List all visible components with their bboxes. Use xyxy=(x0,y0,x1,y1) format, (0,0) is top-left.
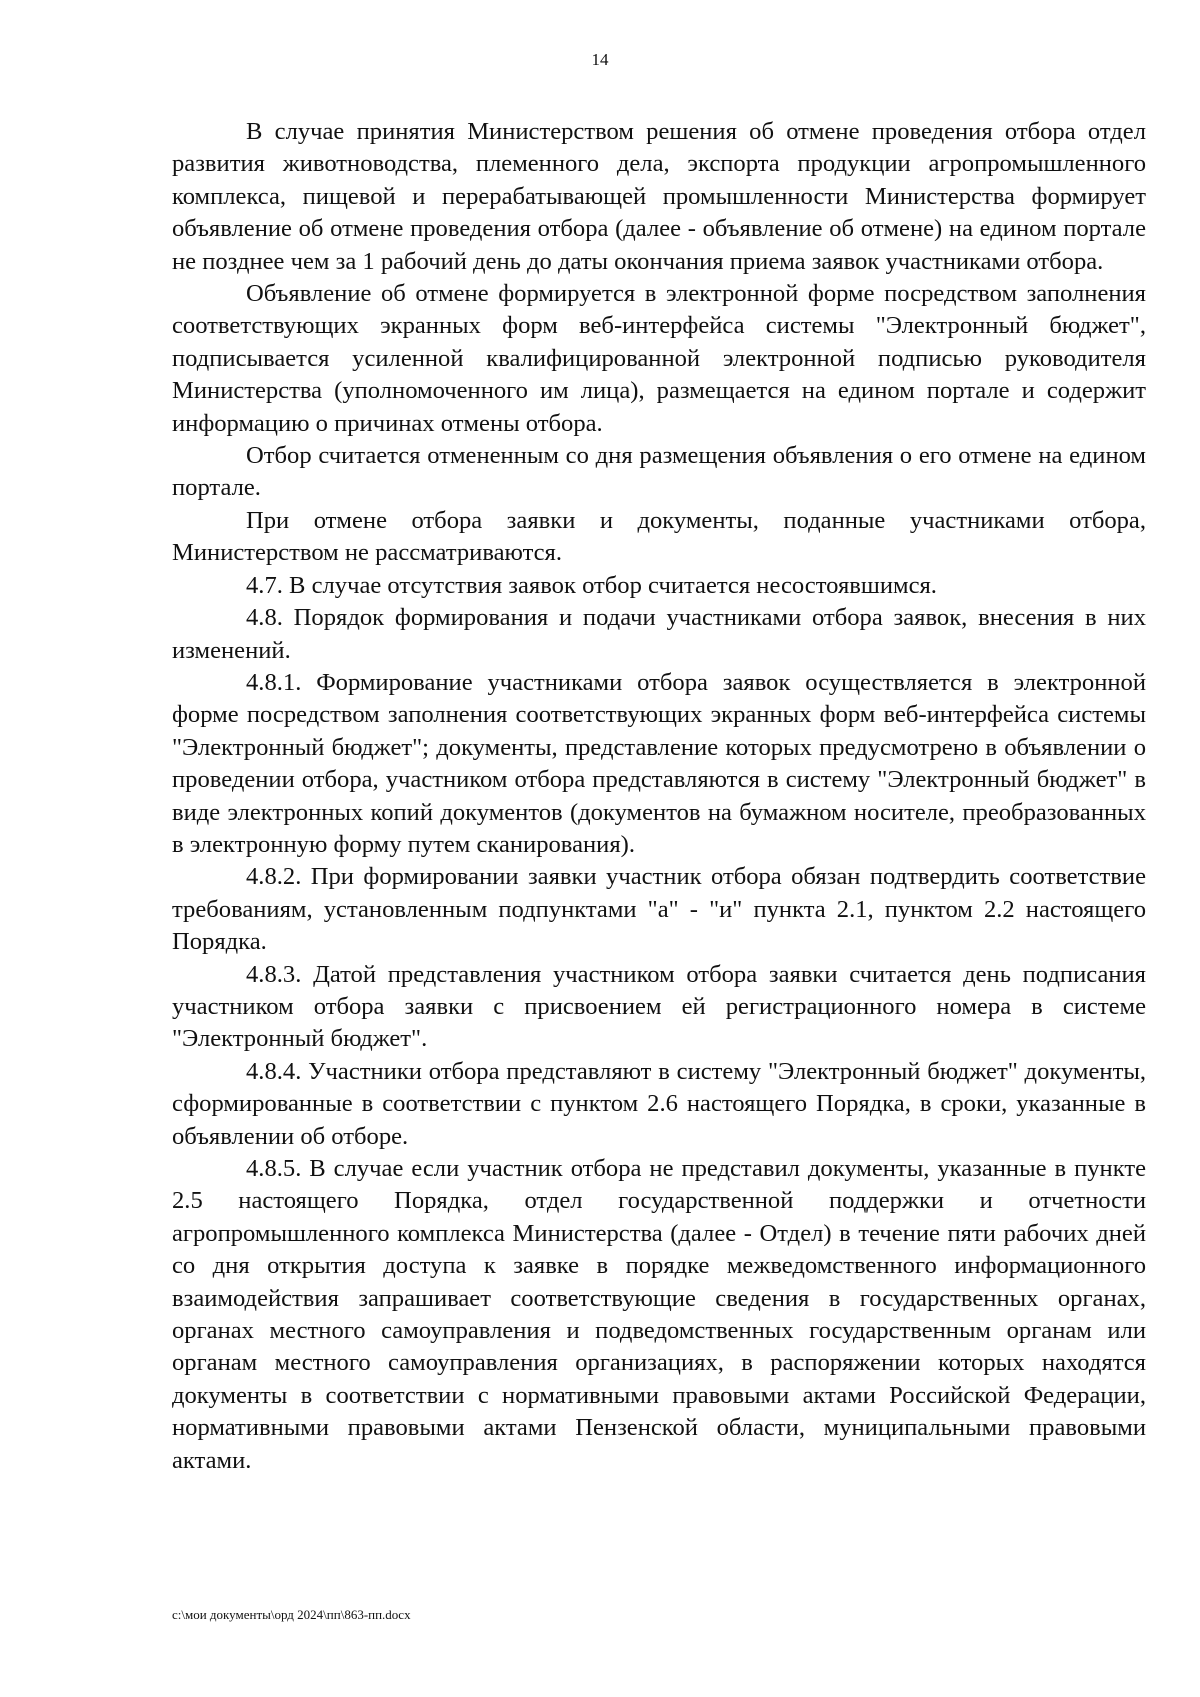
paragraph-4-8-1: 4.8.1. Формирование участниками отбора заявок осуществляется в электронной форме посредством заполнения соответствующих экранных форм веб-интерфейса системы "Электронный бюджет"; документы, представление которых предусмотрено в объявлении о проведении отбора, участником отбора представляются в систему "Электронный бюджет" в виде электронных копий документов (документов на бумажном носителе, преобразованных в электронную форму путем сканирования). xyxy=(172,668,1146,858)
footer-file-path: c:\мои документы\орд 2024\пп\863-пп.docx xyxy=(172,1607,411,1622)
paragraph-4-8-2: 4.8.2. При формировании заявки участник отбора обязан подтвердить соответствие требованиям, установленным подпунктами "а" - "и" пункта 2.1, пунктом 2.2 настоящего Порядка. xyxy=(172,863,1146,956)
paragraph-4-8: 4.8. Порядок формирования и подачи участниками отбора заявок, внесения в них изменений. xyxy=(172,604,1146,664)
paragraph-selection-cancelled: Отбор считается отмененным со дня размещения объявления о его отмене на едином портале. xyxy=(172,442,1146,502)
paragraph-4-8-3: 4.8.3. Датой представления участником отбора заявки считается день подписания участником отбора заявки с присвоением ей регистрационного номера в системе "Электронный бюджет". xyxy=(172,960,1146,1053)
paragraph-4-8-5: 4.8.5. В случае если участник отбора не представил документы, указанные в пункте 2.5 настоящего Порядка, отдел государственной поддержки и отчетности агропромышленного комплекса Министерства (далее - Отдел) в течение пяти рабочих дней со дня открытия доступа к заявке в порядке межведомственного информационного взаимодействия запрашивает соответствующие сведения в государственных органах, органах местного самоуправления и подведомственных государственным органам или органам местного самоуправления организациях, в распоряжении которых находятся документы в соответствии с нормативными правовыми актами Российской Федерации, нормативными правовыми актами Пензенской области, муниципальными правовыми актами. xyxy=(172,1155,1146,1474)
paragraph-4-7: 4.7. В случае отсутствия заявок отбор считается несостоявшимся. xyxy=(246,571,937,599)
paragraph-applications-not-considered: При отмене отбора заявки и документы, поданные участниками отбора, Министерством не рассматриваются. xyxy=(172,506,1146,567)
page-number: 14 xyxy=(591,50,609,69)
paragraph-cancellation-decision: В случае принятия Министерством решения об отмене проведения отбора отдел развития животноводства, племенного дела, экспорта продукции агропромышленного комплекса, пищевой и перерабатывающей промышленности Министерства формирует объявление об отмене проведения отбора (далее - объявление об отмене) на едином портале не позднее чем за 1 рабочий день до даты окончания приема заявок участниками отбора. xyxy=(172,118,1146,275)
paragraph-4-8-4: 4.8.4. Участники отбора представляют в систему "Электронный бюджет" документы, сформированные в соответствии с пунктом 2.6 настоящего Порядка, в сроки, указанные в объявлении об отборе. xyxy=(172,1057,1146,1150)
document-body xyxy=(172,116,1146,1477)
paragraph-cancellation-notice-form: Объявление об отмене формируется в электронной форме посредством заполнения соответствующих экранных форм веб-интерфейса системы "Электронный бюджет", подписывается усиленной квалифицированной электронной подписью руководителя Министерства (уполномоченного им лица), размещается на едином портале и содержит информацию о причинах отмены отбора. xyxy=(172,280,1146,437)
